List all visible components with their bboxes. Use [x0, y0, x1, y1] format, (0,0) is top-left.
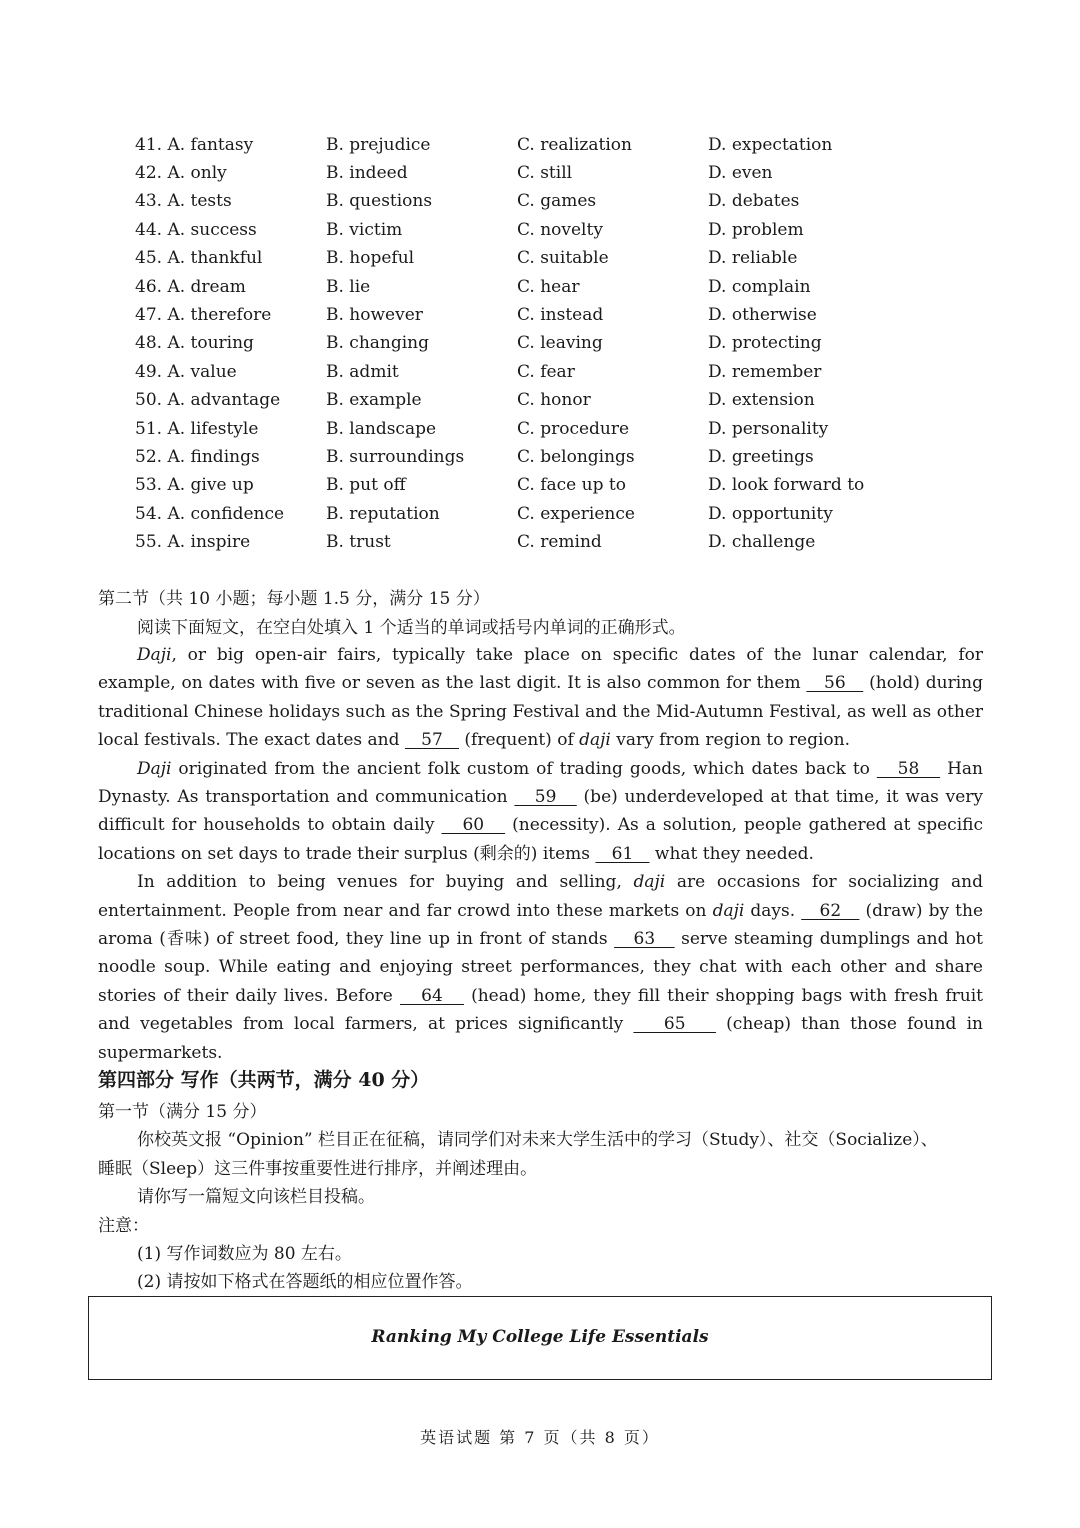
- option-b: B. however: [326, 305, 423, 326]
- option-row: [135, 159, 895, 187]
- option-c: C. fear: [517, 361, 575, 382]
- option-b: B. reputation: [326, 503, 440, 524]
- option-b: B. prejudice: [326, 134, 431, 155]
- text: serve steaming dumplings and hot noodle soup. While eating and enjoying street performances, they chat with each other and share stories of their daily lives. Before: [98, 929, 983, 1006]
- text: (frequent) of: [458, 730, 580, 751]
- option-d: D. otherwise: [708, 305, 817, 326]
- option-b: B. put off: [326, 475, 406, 496]
- text: are occasions for socializing and entertainment. People from near and far crowd into these markets on: [98, 872, 983, 921]
- option-b: B. landscape: [326, 418, 437, 439]
- option-a: 53. A. give up: [135, 475, 254, 496]
- option-a: 54. A. confidence: [135, 503, 285, 524]
- option-d: D. expectation: [708, 134, 833, 155]
- option-d: D. greetings: [708, 446, 814, 467]
- option-row: [135, 528, 895, 556]
- text: Han Dynasty. As transportation and communication: [98, 758, 983, 808]
- option-b: B. trust: [326, 532, 391, 553]
- section2-heading: 第二节（共 10 小题；每小题 1.5 分，满分 15 分）: [98, 589, 490, 609]
- option-d: D. protecting: [708, 333, 822, 354]
- option-b: B. questions: [326, 191, 433, 212]
- blank-58: 58: [876, 758, 941, 779]
- paragraph-1: [98, 641, 983, 755]
- option-row: [135, 443, 895, 471]
- text: , or big open-air fairs, typically take place on specific dates of the lunar calendar, for example, on dates with five or seven as the last digit. It is also common for them: [98, 645, 983, 694]
- text: (draw) by the aroma (香味) of street food, they line up in front of stands: [98, 900, 984, 950]
- text: In addition to being venues for buying and selling,: [137, 872, 634, 893]
- option-d: D. look forward to: [708, 475, 865, 496]
- blank-61: 61: [595, 843, 650, 864]
- option-row: [135, 131, 895, 159]
- options-table: [135, 131, 895, 557]
- option-c: C. hear: [517, 276, 580, 297]
- text: (head) home, they fill their shopping bags with fresh fruit and vegetables from local farmers, at prices significantly: [98, 985, 984, 1035]
- note-2: (2) 请按如下格式在答题纸的相应位置作答。: [137, 1272, 473, 1292]
- blank-63: 63: [614, 929, 675, 950]
- option-row: [135, 301, 895, 329]
- option-row: [135, 500, 895, 528]
- option-a: 44. A. success: [135, 219, 257, 240]
- blank-56: 56: [806, 673, 864, 694]
- note-1: (1) 写作词数应为 80 左右。: [137, 1244, 352, 1264]
- option-c: C. experience: [517, 503, 635, 524]
- option-a: 46. A. dream: [135, 276, 246, 297]
- option-row: [135, 387, 895, 415]
- blank-59: 59: [514, 787, 577, 808]
- option-b: B. surroundings: [326, 446, 465, 467]
- writing-prompt-line-2: 睡眠（Sleep）这三件事按重要性进行排序，并阐述理由。: [98, 1159, 538, 1179]
- daji-word: daji: [712, 900, 745, 921]
- text: what they needed.: [649, 843, 814, 864]
- paragraph-3: [98, 868, 983, 1067]
- option-row: [135, 358, 895, 386]
- text: originated from the ancient folk custom of trading goods, which dates back to: [171, 758, 877, 779]
- option-b: B. victim: [326, 219, 403, 240]
- passage: [98, 641, 983, 1067]
- option-c: C. novelty: [517, 219, 603, 240]
- option-b: B. admit: [326, 361, 399, 382]
- option-a: 49. A. value: [135, 361, 237, 382]
- option-c: C. games: [517, 191, 597, 212]
- option-c: C. instead: [517, 305, 604, 326]
- option-row: [135, 330, 895, 358]
- daji-word: Daji: [137, 645, 172, 665]
- option-row: [135, 415, 895, 443]
- blank-64: 64: [399, 985, 465, 1006]
- option-a: 45. A. thankful: [135, 248, 263, 269]
- option-d: D. remember: [708, 361, 822, 382]
- paragraph-2: [98, 755, 983, 869]
- option-a: 51. A. lifestyle: [135, 418, 259, 439]
- option-c: C. still: [517, 163, 573, 184]
- option-b: B. hopeful: [326, 248, 415, 269]
- text: (be) underdeveloped at that time, it was very difficult for households to obtain daily: [98, 787, 983, 836]
- option-a: 43. A. tests: [135, 191, 232, 212]
- option-d: D. challenge: [708, 532, 816, 553]
- section2-instruction: 阅读下面短文，在空白处填入 1 个适当的单词或括号内单词的正确形式。: [137, 618, 686, 638]
- text: (cheap) than those found in supermarkets.: [98, 1014, 983, 1063]
- text: (necessity). As a solution, people gathered at specific locations on set days to trade their surplus (剩余的) items: [98, 815, 984, 864]
- essay-title: Ranking My College Life Essentials: [371, 1327, 709, 1347]
- option-a: 50. A. advantage: [135, 390, 281, 411]
- option-c: C. realization: [517, 134, 632, 155]
- option-row: [135, 245, 895, 273]
- option-d: D. opportunity: [708, 503, 833, 524]
- option-c: C. leaving: [517, 333, 603, 354]
- text: days.: [744, 900, 802, 921]
- option-a: 52. A. findings: [135, 446, 260, 467]
- option-d: D. problem: [708, 219, 804, 240]
- option-row: [135, 273, 895, 301]
- notes-label: 注意：: [98, 1216, 149, 1236]
- option-d: D. debates: [708, 191, 800, 212]
- option-c: C. face up to: [517, 475, 626, 496]
- option-row: [135, 472, 895, 500]
- option-row: [135, 188, 895, 216]
- option-b: B. changing: [326, 333, 430, 354]
- part4-section1-heading: 第一节（满分 15 分）: [98, 1102, 267, 1122]
- option-d: D. reliable: [708, 248, 798, 269]
- text: vary from region to region.: [610, 730, 850, 751]
- option-b: B. example: [326, 390, 422, 411]
- option-d: D. extension: [708, 390, 815, 411]
- page-footer: 英语试题 第 7 页（共 8 页）: [420, 1428, 660, 1447]
- option-b: B. lie: [326, 276, 371, 297]
- option-d: D. even: [708, 163, 773, 184]
- option-d: D. complain: [708, 276, 811, 297]
- blank-60: 60: [441, 815, 506, 836]
- daji-word: Daji: [137, 758, 172, 779]
- option-c: C. belongings: [517, 446, 635, 467]
- option-c: C. honor: [517, 390, 591, 411]
- option-a: 55. A. inspire: [135, 532, 251, 553]
- writing-prompt-line-3: 请你写一篇短文向该栏目投稿。: [137, 1187, 375, 1207]
- blank-65: 65: [633, 1014, 717, 1035]
- daji-word: daji: [579, 730, 611, 751]
- option-b: B. indeed: [326, 163, 408, 184]
- option-c: C. remind: [517, 532, 602, 553]
- option-a: 48. A. touring: [135, 333, 254, 354]
- text: (hold) during traditional Chinese holidays such as the Spring Festival and the Mid-Autumn Festival, as well as other local festivals. The exact dates and: [98, 673, 983, 751]
- option-d: D. personality: [708, 418, 829, 439]
- answer-format-box: [88, 1296, 992, 1380]
- writing-prompt-line-1: 你校英文报 “Opinion” 栏目正在征稿，请同学们对未来大学生活中的学习（Study）、社交（Socialize）、: [137, 1130, 938, 1150]
- option-a: 41. A. fantasy: [135, 134, 254, 155]
- blank-57: 57: [404, 730, 459, 751]
- option-row: [135, 216, 895, 244]
- daji-word: daji: [633, 872, 666, 893]
- option-a: 42. A. only: [135, 163, 227, 184]
- option-c: C. procedure: [517, 418, 630, 439]
- option-c: C. suitable: [517, 248, 609, 269]
- blank-62: 62: [801, 900, 860, 921]
- part4-heading: 第四部分 写作（共两节，满分 40 分）: [98, 1069, 430, 1091]
- option-a: 47. A. therefore: [135, 305, 272, 326]
